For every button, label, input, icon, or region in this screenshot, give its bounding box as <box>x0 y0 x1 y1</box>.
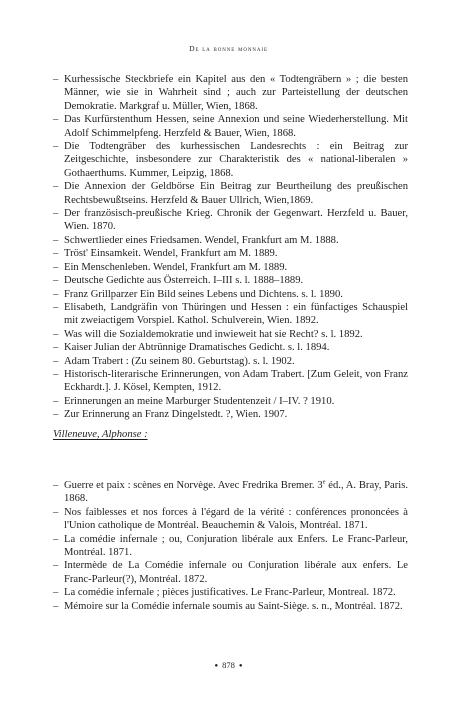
page-number-text: 878 <box>222 660 235 670</box>
entry-text: Kaiser Julian der Abtrünnige Dramatisches Gedicht. s. l. 1894. <box>64 342 330 354</box>
entry-text: Elisabeth, Landgräfin von Thüringen und Hessen : ein fünfactiges Schauspiel mit zweiactigem Vorspiel. Kathol. Schulverein, Wien. 1892. <box>64 301 408 327</box>
entry-text: Erinnerungen an meine Marburger Studentenzeit / I–IV. ? 1910. <box>64 395 335 407</box>
bibliography-list-german <box>53 73 408 422</box>
page-number <box>0 660 457 670</box>
entry-text: Intermède de La Comédie infernale ou Conjuration libérale aux enfers. Le Franc-Parleur(?), Montréal. 1872. <box>64 560 408 585</box>
entry-text: Was will die Sozialdemokratie und inwieweit hat sie Recht? s. l. 1892. <box>64 328 363 340</box>
list-item: – Die Annexion der Geldbörse Ein Beitrag zur Beurtheilung des preußischen Rechtsbewußtseins. Herzfeld & Bauer Ullrich, Wien,1869. <box>53 181 408 206</box>
entry-text: Kurhessische Steckbriefe ein Kapitel aus den « Todtengräbern » ; die besten Männer, wie sie in Wahrheit sind ; auch zur Parteistellung der deutschen Demokratie. Markgraf u. Müller, Wien, 1868. <box>64 74 408 112</box>
entry-text: Adam Trabert : (Zu seinem 80. Geburtstag). s. l. 1902. <box>64 355 295 367</box>
entry-text: Mémoire sur la Comédie infernale soumis au Saint-Siège. s. n., Montréal. 1872. <box>64 600 403 612</box>
list-item: – Kaiser Julian der Abtrünnige Dramatisches Gedicht. s. l. 1894. <box>53 342 330 354</box>
list-item: – Kurhessische Steckbriefe ein Kapitel aus den « Todtengräbern » ; die besten Männer, wie sie in Wahrheit sind ; auch zur Parteistellung der deutschen Demokratie. Markgraf u. Müller, Wien, 1868. <box>53 74 408 112</box>
list-item: – Der französisch-preußische Krieg. Chronik der Gegenwart. Herzfeld u. Bauer, Wien. 1870. <box>53 208 408 233</box>
entry-text: Tröst' Einsamkeit. Wendel, Frankfurt am M. 1889. <box>64 248 278 260</box>
entry-text: La comédie infernale ; pièces justificatives. Le Franc-Parleur, Montreal. 1872. <box>64 587 396 599</box>
list-item: – Schwertlieder eines Friedsamen. Wendel, Frankfurt am M. 1888. <box>53 234 339 246</box>
entry-text: Franz Grillparzer Ein Bild seines Lebens und Dichtens. s. l. 1890. <box>64 288 343 300</box>
entry-text: Der französisch-preußische Krieg. Chronik der Gegenwart. Herzfeld u. Bauer, Wien. 1870. <box>64 208 408 233</box>
entry-text: Zur Erinnerung an Franz Dingelstedt. ?, Wien. 1907. <box>64 409 288 421</box>
list-item: – La comédie infernale ; ou, Conjuration libérale aux Enfers. Le Franc-Parleur, Montréal. 1871. <box>53 533 408 559</box>
entry-text: Schwertlieder eines Friedsamen. Wendel, Frankfurt am M. 1888. <box>64 234 339 246</box>
list-item: – Guerre et paix : scènes en Norvège. Avec Fredrika Bremer. 3e éd., A. Bray, Paris. 1868. <box>53 478 409 505</box>
entry-text: éd., A. Bray, Paris. 1868. <box>64 480 409 505</box>
list-item: – Was will die Sozialdemokratie und inwieweit hat sie Recht? s. l. 1892. <box>53 328 363 340</box>
list-item: – Adam Trabert : (Zu seinem 80. Geburtstag). s. l. 1902. <box>53 355 295 367</box>
entry-text: Das Kurfürstenthum Hessen, seine Annexion und seine Wiederherstellung. Mit Adolf Schimmelpfeng. Herzfeld & Bauer, Wien, 1868. <box>64 114 408 139</box>
list-item: – Ein Menschenleben. Wendel, Frankfurt am M. 1889. <box>53 261 288 273</box>
author-heading: Villeneuve, Alphonse : <box>53 429 148 440</box>
list-item: – Mémoire sur la Comédie infernale soumis au Saint-Siège. s. n., Montréal. 1872. <box>53 600 403 612</box>
list-item: – Historisch-literarische Erinnerungen, von Adam Trabert. [Zum Geleit, von Franz Eckhardt.]. J. Kösel, Kempten, 1912. <box>53 368 408 394</box>
list-item: – Zur Erinnerung an Franz Dingelstedt. ?, Wien. 1907. <box>53 409 288 421</box>
entry-text: Die Annexion der Geldbörse Ein Beitrag zur Beurtheilung des preußischen Rechtsbewußtseins. Herzfeld & Bauer Ullrich, Wien,1869. <box>64 181 408 206</box>
entry-text: Die Todtengräber des kurhessischen Landesrechts : ein Beitrag zur Zeitgeschichte, insbesondere zur Charakteristik des « national-liberalen » Gothaerthums. Kummer, Leipzig, 1868. <box>64 141 408 179</box>
list-item: – Elisabeth, Landgräfin von Thüringen und Hessen : ein fünfactiges Schauspiel mit zweiactigem Vorspiel. Kathol. Schulverein, Wien. 1892. <box>53 301 408 327</box>
list-item: – La comédie infernale ; pièces justificatives. Le Franc-Parleur, Montreal. 1872. <box>53 587 396 599</box>
bibliography-list-french <box>53 479 408 613</box>
list-item: – Intermède de La Comédie infernale ou Conjuration libérale aux enfers. Le Franc-Parleur(?), Montréal. 1872. <box>53 560 408 585</box>
bullet-icon: ● <box>238 663 243 669</box>
list-item: – Deutsche Gedichte aus Österreich. I–III s. l. 1888–1889. <box>53 275 304 287</box>
superscript-ordinal: e <box>322 478 326 486</box>
entry-text: La comédie infernale ; ou, Conjuration libérale aux Enfers. Le Franc-Parleur, Montréal. 1871. <box>64 533 408 559</box>
list-item: – Franz Grillparzer Ein Bild seines Lebens und Dichtens. s. l. 1890. <box>53 288 343 300</box>
running-title: De la bonne monnaie <box>189 44 268 53</box>
entry-text: Guerre et paix : scènes en Norvège. Avec Fredrika Bremer. 3 <box>64 480 323 491</box>
list-item: – Tröst' Einsamkeit. Wendel, Frankfurt am M. 1889. <box>53 248 278 260</box>
bullet-icon: ● <box>214 663 219 669</box>
entry-text: Historisch-literarische Erinnerungen, von Adam Trabert. [Zum Geleit, von Franz Eckhardt.]. J. Kösel, Kempten, 1912. <box>64 368 408 394</box>
list-item: – Nos faiblesses et nos forces à l'égard de la vérité : conférences prononcées à l'Union catholique de Montréal. Beauchemin & Valois, Montréal. 1871. <box>53 506 408 532</box>
entry-text: Ein Menschenleben. Wendel, Frankfurt am M. 1889. <box>64 261 288 273</box>
list-item: – Das Kurfürstenthum Hessen, seine Annexion und seine Wiederherstellung. Mit Adolf Schimmelpfeng. Herzfeld & Bauer, Wien, 1868. <box>53 114 408 139</box>
list-item: – Erinnerungen an meine Marburger Studentenzeit / I–IV. ? 1910. <box>53 395 335 407</box>
entry-text: Deutsche Gedichte aus Österreich. I–III s. l. 1888–1889. <box>64 275 304 287</box>
entry-text: Nos faiblesses et nos forces à l'égard de la vérité : conférences prononcées à l'Union catholique de Montréal. Beauchemin & Valois, Montréal. 1871. <box>64 506 408 532</box>
list-item: – Die Todtengräber des kurhessischen Landesrechts : ein Beitrag zur Zeitgeschichte, insbesondere zur Charakteristik des « national-liberalen » Gothaerthums. Kummer, Leipzig, 1868. <box>53 141 408 179</box>
